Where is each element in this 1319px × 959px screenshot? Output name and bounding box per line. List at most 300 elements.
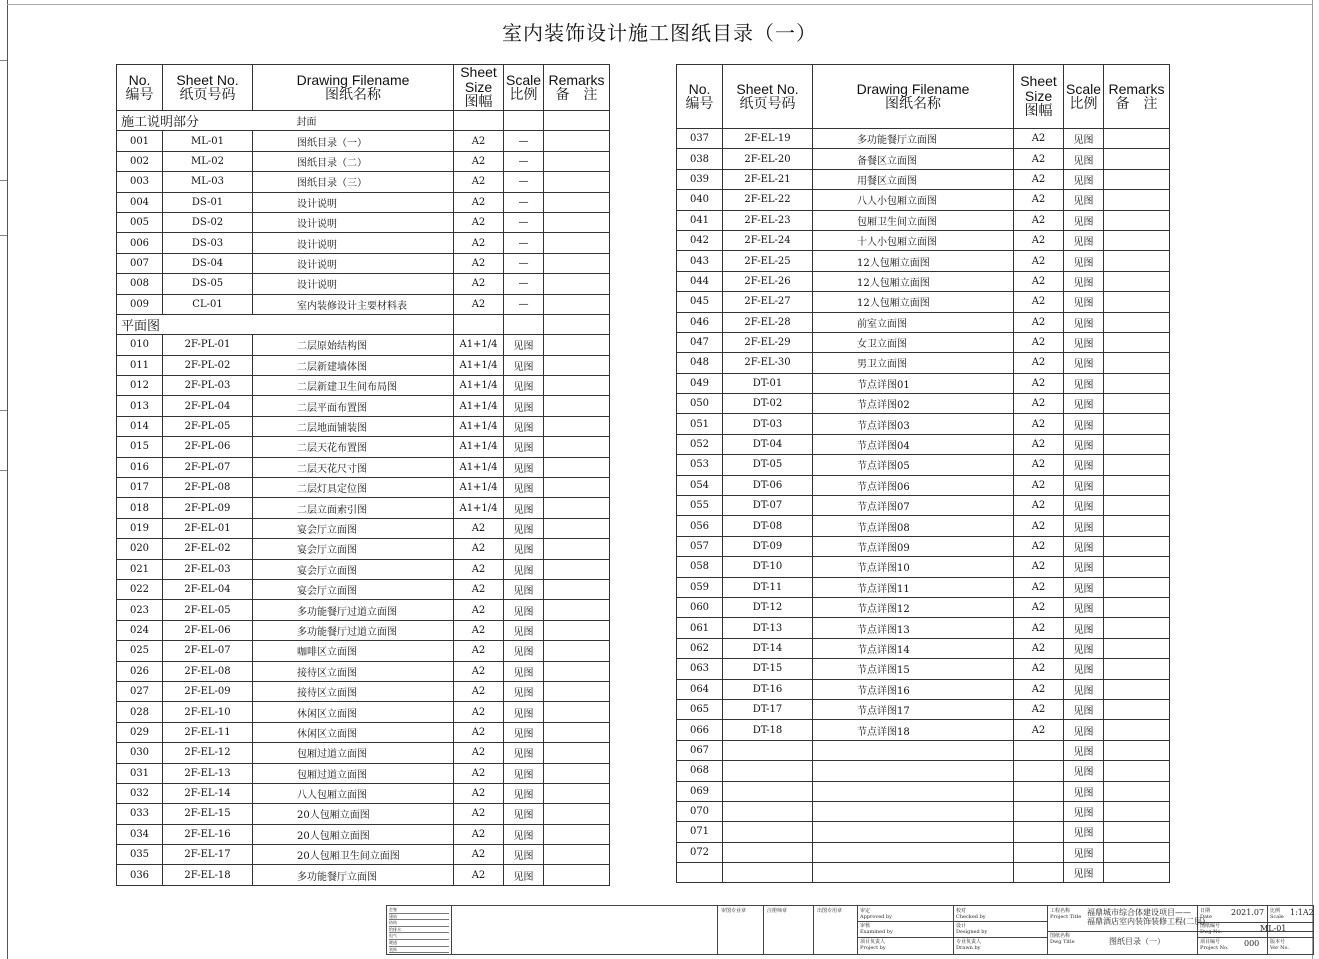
cell-sheet-size: A2 xyxy=(1014,475,1064,495)
cell-scale: 见图 xyxy=(504,600,544,620)
cell-drawing-name: 节点详图07 xyxy=(813,496,1014,516)
cell-sheet-no xyxy=(723,740,813,760)
cell-scale: 见图 xyxy=(1064,638,1104,658)
cell-scale: 见图 xyxy=(1064,414,1104,434)
cell-sheet-no: 2F-EL-08 xyxy=(163,661,253,681)
table-row xyxy=(677,312,1170,332)
cell-no: 002 xyxy=(117,151,163,171)
cell-scale: 见图 xyxy=(504,539,544,559)
cell-remarks xyxy=(544,233,610,253)
table-row xyxy=(117,355,610,375)
cell-remarks xyxy=(544,661,610,681)
cell-remarks xyxy=(1104,414,1170,434)
cell-sheet-no: 2F-EL-11 xyxy=(163,722,253,742)
cell-sheet-no: 2F-PL-09 xyxy=(163,498,253,518)
approved-label: 审定 Approved by xyxy=(860,908,893,920)
cell-sheet-no: 2F-EL-05 xyxy=(163,600,253,620)
cell-sheet-no: 2F-EL-02 xyxy=(163,539,253,559)
cell-sheet-size: A2 xyxy=(1014,129,1064,149)
cell-sheet-size: A2 xyxy=(1014,353,1064,373)
edge-tick xyxy=(0,410,7,411)
cell-sheet-no: 2F-PL-03 xyxy=(163,376,253,396)
cell-remarks xyxy=(544,416,610,436)
cell-sheet-no: 2F-EL-30 xyxy=(723,353,813,373)
cell-sheet-no: DS-05 xyxy=(163,274,253,294)
table-row xyxy=(677,353,1170,373)
cell-sheet-no: DT-05 xyxy=(723,455,813,475)
cell-scale: 见图 xyxy=(504,722,544,742)
cell-drawing-name: 宴会厅立面图 xyxy=(253,579,454,599)
cell-remarks xyxy=(544,131,610,151)
cell-drawing-name xyxy=(813,761,1014,781)
cell-sheet-no: DT-13 xyxy=(723,618,813,638)
cell-sheet-size: A2 xyxy=(1014,394,1064,414)
cell-scale: — xyxy=(504,253,544,273)
cell-remarks xyxy=(544,498,610,518)
cell-sheet-no: 2F-EL-07 xyxy=(163,641,253,661)
cell-sheet-no: DT-03 xyxy=(723,414,813,434)
cell-scale: 见图 xyxy=(504,355,544,375)
cell-scale: 见图 xyxy=(1064,271,1104,291)
cell-no: 038 xyxy=(677,149,723,169)
cell-sheet-no: 2F-EL-09 xyxy=(163,681,253,701)
countersign-row: 结构 xyxy=(389,920,449,927)
cell-scale: 见图 xyxy=(1064,679,1104,699)
cell-sheet-size: A2 xyxy=(454,783,504,803)
cell-remarks xyxy=(1104,638,1170,658)
table-row xyxy=(117,804,610,824)
cell-sheet-size: A2 xyxy=(454,274,504,294)
cell-sheet-size: A2 xyxy=(1014,638,1064,658)
cell-drawing-name: 十人小包厢立面图 xyxy=(813,230,1014,250)
header-no: No. 编号 xyxy=(677,65,723,129)
cell-remarks xyxy=(1104,516,1170,536)
cell-scale: — xyxy=(504,212,544,232)
table-row xyxy=(117,845,610,865)
cell-scale: — xyxy=(504,131,544,151)
cell-no: 043 xyxy=(677,251,723,271)
cell-sheet-size: A2 xyxy=(454,722,504,742)
table-row xyxy=(677,169,1170,189)
cell-sheet-size: A1+1/4 xyxy=(454,457,504,477)
cell-sheet-no: ML-02 xyxy=(163,151,253,171)
cell-drawing-name: 二层立面索引图 xyxy=(253,498,454,518)
cell-remarks xyxy=(1104,618,1170,638)
cell-sheet-no: DT-02 xyxy=(723,394,813,414)
cell-sheet-no: 2F-EL-19 xyxy=(723,129,813,149)
cell-drawing-name: 设计说明 xyxy=(253,233,454,253)
table-row xyxy=(677,842,1170,862)
cell-sheet-size: A2 xyxy=(454,559,504,579)
cell-drawing-name: 二层原始结构图 xyxy=(253,335,454,355)
header-sheet-size: Sheet Size 图幅 xyxy=(454,65,504,111)
cell-scale: 见图 xyxy=(1064,332,1104,352)
cell-drawing-name: 图纸目录（一） xyxy=(253,131,454,151)
project-no-label: 项目编号 Project No. xyxy=(1200,939,1229,951)
cell-sheet-no: 2F-EL-15 xyxy=(163,804,253,824)
table-row xyxy=(677,801,1170,821)
cell-remarks xyxy=(1104,740,1170,760)
cell-sheet-no: 2F-PL-04 xyxy=(163,396,253,416)
cell-no: 030 xyxy=(117,743,163,763)
cell-no: 056 xyxy=(677,516,723,536)
cell-no: 023 xyxy=(117,600,163,620)
cell-sheet-no: DS-03 xyxy=(163,233,253,253)
cell-scale: 见图 xyxy=(1064,699,1104,719)
table-row xyxy=(677,332,1170,352)
cell-scale: — xyxy=(504,274,544,294)
table-row xyxy=(117,641,610,661)
cell-sheet-no: DT-08 xyxy=(723,516,813,536)
cell-no: 060 xyxy=(677,597,723,617)
cell-remarks xyxy=(1104,659,1170,679)
table-row xyxy=(117,539,610,559)
cell-remarks xyxy=(1104,801,1170,821)
table-row xyxy=(677,475,1170,495)
cell-no: 034 xyxy=(117,824,163,844)
cell-drawing-name: 12人包厢立面图 xyxy=(813,251,1014,271)
cell-scale: 见图 xyxy=(504,702,544,722)
cell-drawing-name: 节点详图02 xyxy=(813,394,1014,414)
cell-scale: 见图 xyxy=(1064,373,1104,393)
page-title: 室内装饰设计施工图纸目录（一） xyxy=(502,21,817,45)
cell-remarks xyxy=(1104,475,1170,495)
cell-no: 044 xyxy=(677,271,723,291)
cell-sheet-no: 2F-EL-24 xyxy=(723,230,813,250)
drawing-frame-top xyxy=(7,4,1313,5)
header-drawing-filename: Drawing Filename 图纸名称 xyxy=(813,65,1014,129)
cell-sheet-size: A2 xyxy=(1014,169,1064,189)
header-scale: Scale 比例 xyxy=(1064,65,1104,129)
cell-scale: — xyxy=(504,233,544,253)
table-row xyxy=(117,437,610,457)
table-row xyxy=(117,416,610,436)
edge-tick xyxy=(0,180,7,181)
cell-scale: 见图 xyxy=(1064,251,1104,271)
cell-sheet-no: 2F-EL-17 xyxy=(163,845,253,865)
cell-no: 035 xyxy=(117,845,163,865)
cell-remarks xyxy=(1104,271,1170,291)
cell-sheet-no: 2F-EL-16 xyxy=(163,824,253,844)
cell-sheet-no: 2F-PL-06 xyxy=(163,437,253,457)
cell-sheet-size: A2 xyxy=(1014,230,1064,250)
cell-scale: 见图 xyxy=(1064,190,1104,210)
cell-remarks xyxy=(1104,210,1170,230)
cell-sheet-size: A2 xyxy=(1014,577,1064,597)
cell-sheet-size: A2 xyxy=(1014,190,1064,210)
cell-drawing-name: 二层平面布置图 xyxy=(253,396,454,416)
table-row xyxy=(117,294,610,314)
cell-sheet-no: DT-07 xyxy=(723,496,813,516)
cell-no: 048 xyxy=(677,353,723,373)
table-row xyxy=(117,681,610,701)
cell-remarks xyxy=(1104,557,1170,577)
discipline-lead-label: 专业负责人 Drawn by xyxy=(956,939,982,951)
cell-sheet-no: ML-01 xyxy=(163,131,253,151)
cell-drawing-name: 节点详图17 xyxy=(813,699,1014,719)
header-no: No. 编号 xyxy=(117,65,163,111)
cell-remarks xyxy=(544,172,610,192)
cell-remarks xyxy=(544,783,610,803)
section-title: 平面图 xyxy=(117,314,253,334)
cell-no: 006 xyxy=(117,233,163,253)
cell-scale: 见图 xyxy=(1064,659,1104,679)
cell-scale: 见图 xyxy=(504,783,544,803)
cell-sheet-size: A2 xyxy=(1014,659,1064,679)
cell-sheet-no: DS-01 xyxy=(163,192,253,212)
cell-no: 025 xyxy=(117,641,163,661)
scale-label: 比例 Scale xyxy=(1270,908,1284,920)
cell-no: 070 xyxy=(677,801,723,821)
cell-no: 039 xyxy=(677,169,723,189)
cell-remarks xyxy=(544,274,610,294)
table-row xyxy=(677,149,1170,169)
cell-drawing-name: 八人包厢立面图 xyxy=(253,783,454,803)
cell-no: 068 xyxy=(677,761,723,781)
cell-sheet-size xyxy=(1014,842,1064,862)
table-row xyxy=(117,498,610,518)
cell-drawing-name: 20人包厢卫生间立面图 xyxy=(253,845,454,865)
table-row xyxy=(117,396,610,416)
cell-scale: 见图 xyxy=(504,335,544,355)
cell-no: 011 xyxy=(117,355,163,375)
cell-no: 004 xyxy=(117,192,163,212)
cell-sheet-size xyxy=(1014,822,1064,842)
cell-remarks xyxy=(544,376,610,396)
dwg-no-value: ML-01 xyxy=(1260,924,1287,933)
cell-drawing-name: 二层灯具定位图 xyxy=(253,478,454,498)
cell-drawing-name: 二层新建墙体图 xyxy=(253,355,454,375)
cell-no: 046 xyxy=(677,312,723,332)
cell-sheet-size: A2 xyxy=(454,539,504,559)
cell-sheet-size: A1+1/4 xyxy=(454,478,504,498)
cell-remarks xyxy=(544,641,610,661)
cell-sheet-no: DT-01 xyxy=(723,373,813,393)
cell-scale: 见图 xyxy=(1064,557,1104,577)
cell-no: 063 xyxy=(677,659,723,679)
table-row xyxy=(677,557,1170,577)
cell-remarks xyxy=(544,478,610,498)
drawing-index-table-left xyxy=(116,64,610,886)
cell-scale: 见图 xyxy=(504,376,544,396)
cell-scale: 见图 xyxy=(1064,516,1104,536)
cell-no: 018 xyxy=(117,498,163,518)
cell-sheet-no: 2F-EL-18 xyxy=(163,865,253,885)
cell-remarks xyxy=(544,600,610,620)
cell-no: 066 xyxy=(677,720,723,740)
cell-no: 037 xyxy=(677,129,723,149)
table-row xyxy=(677,251,1170,271)
cell-remarks xyxy=(1104,496,1170,516)
cell-drawing-name: 接待区立面图 xyxy=(253,681,454,701)
cell-drawing-name: 节点详图01 xyxy=(813,373,1014,393)
cell-scale: 见图 xyxy=(1064,292,1104,312)
table-row xyxy=(117,192,610,212)
cell-no: 020 xyxy=(117,539,163,559)
header-remarks: Remarks 备 注 xyxy=(1104,65,1170,129)
cell-sheet-no: DT-16 xyxy=(723,679,813,699)
cell-drawing-name: 包厢过道立面图 xyxy=(253,763,454,783)
cell-sheet-size: A2 xyxy=(454,253,504,273)
cell-no: 036 xyxy=(117,865,163,885)
cell-remarks xyxy=(544,294,610,314)
cell-sheet-no: 2F-EL-28 xyxy=(723,312,813,332)
header-sheet-no: Sheet No. 纸页号码 xyxy=(723,65,813,129)
cell-no: 051 xyxy=(677,414,723,434)
table-row xyxy=(117,783,610,803)
cell-drawing-name xyxy=(813,801,1014,821)
cell-scale: 见图 xyxy=(504,865,544,885)
cell-drawing-name: 宴会厅立面图 xyxy=(253,518,454,538)
cell-sheet-size: A2 xyxy=(1014,373,1064,393)
cell-sheet-size: A1+1/4 xyxy=(454,355,504,375)
cell-no: 026 xyxy=(117,661,163,681)
table-row xyxy=(117,661,610,681)
cell-scale: 见图 xyxy=(504,579,544,599)
cell-remarks xyxy=(1104,230,1170,250)
cell-sheet-size: A2 xyxy=(454,702,504,722)
cell-sheet-no: DS-04 xyxy=(163,253,253,273)
cell-remarks xyxy=(1104,863,1170,883)
cell-no: 064 xyxy=(677,679,723,699)
cell-sheet-no: 2F-EL-25 xyxy=(723,251,813,271)
cell-no: 027 xyxy=(117,681,163,701)
cell-no: 012 xyxy=(117,376,163,396)
table-row xyxy=(117,620,610,640)
cell-drawing-name xyxy=(813,842,1014,862)
cell-remarks xyxy=(1104,720,1170,740)
cell-no: 032 xyxy=(117,783,163,803)
cell-sheet-size xyxy=(1014,801,1064,821)
cell-scale: 见图 xyxy=(1064,230,1104,250)
cell-remarks xyxy=(1104,536,1170,556)
table-row xyxy=(677,292,1170,312)
cell-remarks xyxy=(544,212,610,232)
cell-scale: 见图 xyxy=(504,661,544,681)
cell-scale: 见图 xyxy=(504,641,544,661)
cell-sheet-size xyxy=(1014,740,1064,760)
table-row xyxy=(677,863,1170,883)
cell-drawing-name: 节点详图14 xyxy=(813,638,1014,658)
cell-no: 019 xyxy=(117,518,163,538)
cell-scale: 见图 xyxy=(1064,475,1104,495)
cell-sheet-size: A2 xyxy=(1014,149,1064,169)
cell-sheet-size: A2 xyxy=(1014,597,1064,617)
cell-no: 021 xyxy=(117,559,163,579)
cell-drawing-name xyxy=(813,781,1014,801)
cell-sheet-size: A2 xyxy=(1014,496,1064,516)
cell-drawing-name: 节点详图04 xyxy=(813,434,1014,454)
edge-tick xyxy=(0,235,7,236)
cell-drawing-name: 八人小包厢立面图 xyxy=(813,190,1014,210)
cell-scale: 见图 xyxy=(1064,394,1104,414)
cell-sheet-size: A2 xyxy=(1014,332,1064,352)
cell-sheet-size: A2 xyxy=(454,172,504,192)
table-row xyxy=(677,129,1170,149)
cell-sheet-size: A2 xyxy=(454,763,504,783)
cell-drawing-name: 12人包厢立面图 xyxy=(813,271,1014,291)
cell-no: 031 xyxy=(117,763,163,783)
cell-remarks xyxy=(1104,169,1170,189)
cell-scale: 见图 xyxy=(504,437,544,457)
table-row xyxy=(677,618,1170,638)
cell-scale: 见图 xyxy=(504,559,544,579)
project-title-label: 工程名称 Project Title xyxy=(1050,908,1082,920)
cell-scale: 见图 xyxy=(1064,169,1104,189)
cell-sheet-size: A2 xyxy=(1014,720,1064,740)
cell-remarks xyxy=(544,518,610,538)
cell-drawing-name: 设计说明 xyxy=(253,274,454,294)
cell-no: 040 xyxy=(677,190,723,210)
cell-sheet-no: CL-01 xyxy=(163,294,253,314)
table-row xyxy=(117,824,610,844)
cell-no: 008 xyxy=(117,274,163,294)
table-row xyxy=(677,536,1170,556)
cell-no: 072 xyxy=(677,842,723,862)
cell-remarks xyxy=(544,865,610,885)
cell-no: 055 xyxy=(677,496,723,516)
table-row xyxy=(117,457,610,477)
cell-drawing-name: 多功能餐厅立面图 xyxy=(813,129,1014,149)
cell-remarks xyxy=(544,437,610,457)
section-row xyxy=(117,314,610,334)
cell-drawing-name: 节点详图09 xyxy=(813,536,1014,556)
section-extra: 封面 xyxy=(253,111,454,131)
cell-sheet-size xyxy=(1014,761,1064,781)
cell-no: 049 xyxy=(677,373,723,393)
cell-sheet-no: 2F-PL-01 xyxy=(163,335,253,355)
table-row xyxy=(117,865,610,885)
cell-sheet-no: 2F-EL-20 xyxy=(723,149,813,169)
cell-sheet-no: 2F-PL-07 xyxy=(163,457,253,477)
cell-remarks xyxy=(1104,353,1170,373)
table-row xyxy=(677,373,1170,393)
cell-sheet-size: A2 xyxy=(1014,455,1064,475)
table-row xyxy=(117,131,610,151)
cell-drawing-name: 包厢过道立面图 xyxy=(253,743,454,763)
cell-remarks xyxy=(544,151,610,171)
cell-remarks xyxy=(1104,292,1170,312)
header-sheet-no: Sheet No. 纸页号码 xyxy=(163,65,253,111)
cell-remarks xyxy=(1104,781,1170,801)
table-row xyxy=(117,559,610,579)
cell-drawing-name: 备餐区立面图 xyxy=(813,149,1014,169)
cell-no: 071 xyxy=(677,822,723,842)
cell-sheet-size: A1+1/4 xyxy=(454,416,504,436)
cell-sheet-size: A1+1/4 xyxy=(454,335,504,355)
table-row xyxy=(677,659,1170,679)
cell-remarks xyxy=(544,355,610,375)
cell-scale: 见图 xyxy=(504,763,544,783)
cell-scale: 见图 xyxy=(1064,822,1104,842)
cell-sheet-no: DS-02 xyxy=(163,212,253,232)
cell-drawing-name: 宴会厅立面图 xyxy=(253,559,454,579)
header-scale: Scale 比例 xyxy=(504,65,544,111)
cell-scale: 见图 xyxy=(504,681,544,701)
cell-remarks xyxy=(1104,312,1170,332)
dwg-title-label: 图纸名称 Dwg Title xyxy=(1050,933,1075,945)
checked-label: 校对 Checked by xyxy=(956,908,986,920)
countersign-table xyxy=(389,907,449,953)
register-stamp-label: 注册师章 xyxy=(767,908,788,914)
scale-value: 1:1A2 xyxy=(1290,908,1314,917)
countersign-row: 暖通 xyxy=(389,940,449,947)
cell-drawing-name: 男卫立面图 xyxy=(813,353,1014,373)
cell-scale: 见图 xyxy=(1064,129,1104,149)
cell-sheet-size: A1+1/4 xyxy=(454,437,504,457)
cell-no: 052 xyxy=(677,434,723,454)
blank-cell xyxy=(454,111,504,131)
